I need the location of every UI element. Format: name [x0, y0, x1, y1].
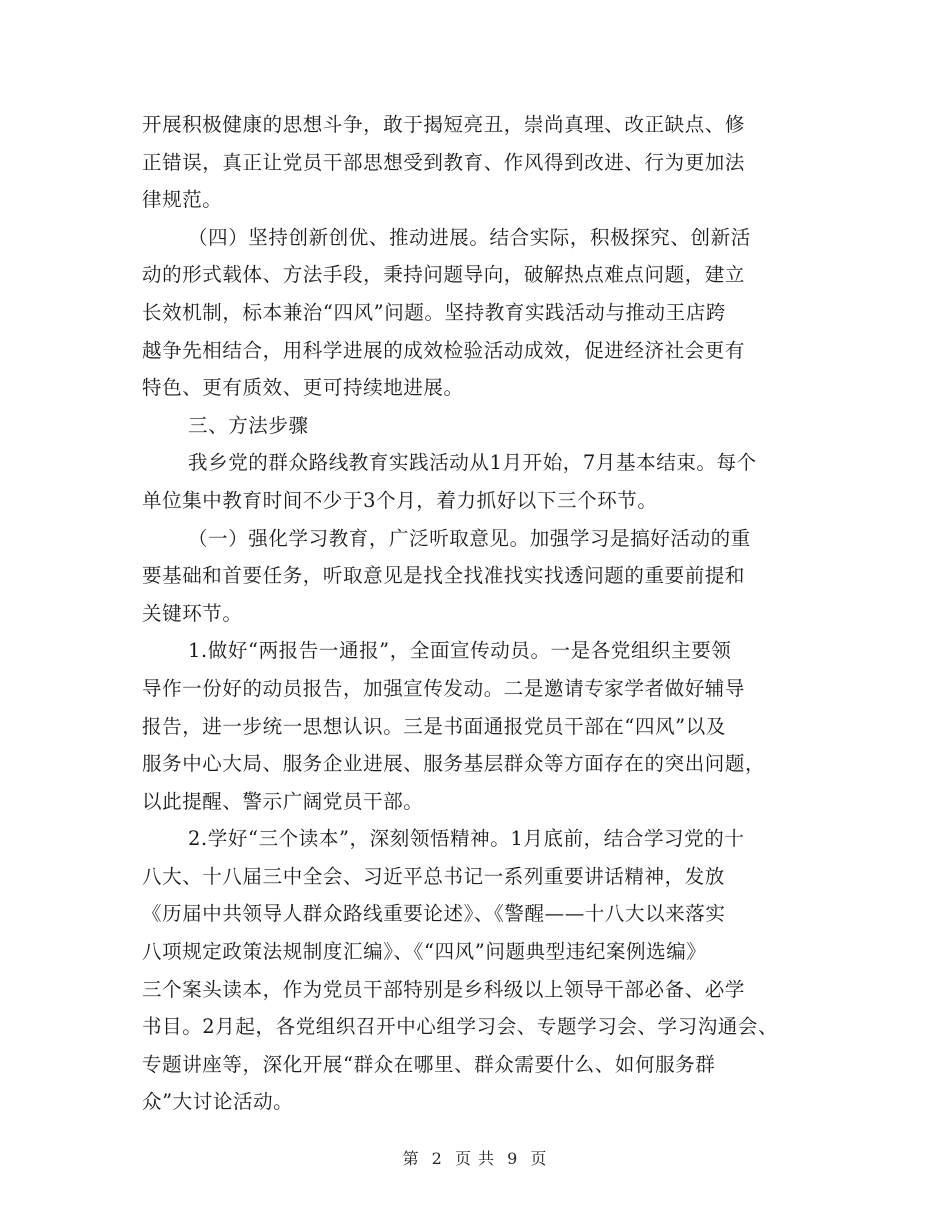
section-heading: [142, 407, 828, 445]
text-line: 要基础和首要任务，听取意见是找全找准找实找透问题的重要前提和: [142, 564, 746, 588]
text-line: 2.学好“三个读本”，深刻领悟精神。1月底前，结合学习党的十: [188, 827, 745, 851]
page-total: 9: [507, 1149, 519, 1168]
text-line: （四）坚持创新创优、推动进展。结合实际，积极探究、创新活: [188, 225, 751, 249]
paragraph: [142, 444, 828, 519]
paragraph: [142, 520, 828, 633]
text-line: 我乡党的群众路线教育实践活动从1月开始，7月基本结束。每个: [188, 451, 757, 475]
text-line: 律规范。: [142, 188, 223, 212]
text-line: 三、方法步骤: [188, 413, 309, 437]
text-line: 以此提醒、警示广阔党员干部。: [142, 789, 424, 813]
text-line: 八大、十八届三中全会、习近平总书记一系列重要讲话精神，发放: [142, 864, 725, 888]
footer-middle: 页 共: [454, 1149, 496, 1168]
text-line: 服务中心大局、服务企业进展、服务基层群众等方面存在的突出问题，: [142, 752, 766, 776]
text-line: （一）强化学习教育，广泛听取意见。加强学习是搞好活动的重: [188, 526, 751, 550]
text-line: 关键环节。: [142, 601, 243, 625]
text-line: 长效机制，标本兼治“四风”问题。坚持教育实践活动与推动王店跨: [142, 300, 726, 324]
document-body: [142, 106, 828, 1121]
paragraph: [142, 820, 828, 1121]
paragraph: [142, 219, 828, 407]
paragraph: [142, 632, 828, 820]
text-line: 专题讲座等，深化开展“群众在哪里、群众需要什么、如何服务群: [142, 1052, 716, 1076]
text-line: 特色、更有质效、更可持续地进展。: [142, 376, 464, 400]
page-number: 2: [431, 1149, 443, 1168]
footer-prefix: 第: [402, 1149, 420, 1168]
text-line: 正错误，真正让党员干部思想受到教育、作风得到改进、行为更加法: [142, 150, 746, 174]
page-footer: [0, 1146, 950, 1169]
text-line: 1.做好“两报告一通报”，全面宣传动员。一是各党组织主要领: [188, 639, 732, 663]
text-line: 三个案头读本，作为党员干部特别是乡科级以上领导干部必备、必学: [142, 977, 746, 1001]
text-line: 众”大讨论活动。: [142, 1090, 294, 1114]
text-line: 书目。2月起，各党组织召开中心组学习会、专题学习会、学习沟通会、: [142, 1015, 779, 1039]
text-line: 动的形式载体、方法手段，秉持问题导向，破解热点难点问题，建立: [142, 263, 746, 287]
text-line: 越争先相结合，用科学进展的成效检验活动成效，促进经济社会更有: [142, 338, 746, 362]
text-line: 开展积极健康的思想斗争，敢于揭短亮丑，崇尚真理、改正缺点、修: [142, 113, 746, 136]
text-line: 导作一份好的动员报告，加强宣传发动。二是邀请专家学者做好辅导: [142, 676, 746, 700]
text-line: 单位集中教育时间不少于3个月，着力抓好以下三个环节。: [142, 488, 658, 512]
text-line: 《历届中共领导人群众路线重要论述》、《警醒——十八大以来落实: [142, 902, 726, 926]
text-line: 八项规定政策法规制度汇编》、《“四风”问题典型违纪案例选编》: [142, 940, 707, 964]
text-line: 报告，进一步统一思想认识。三是书面通报党员干部在“四风”以及: [142, 714, 726, 738]
paragraph: [142, 106, 828, 219]
footer-suffix: 页: [530, 1149, 548, 1168]
